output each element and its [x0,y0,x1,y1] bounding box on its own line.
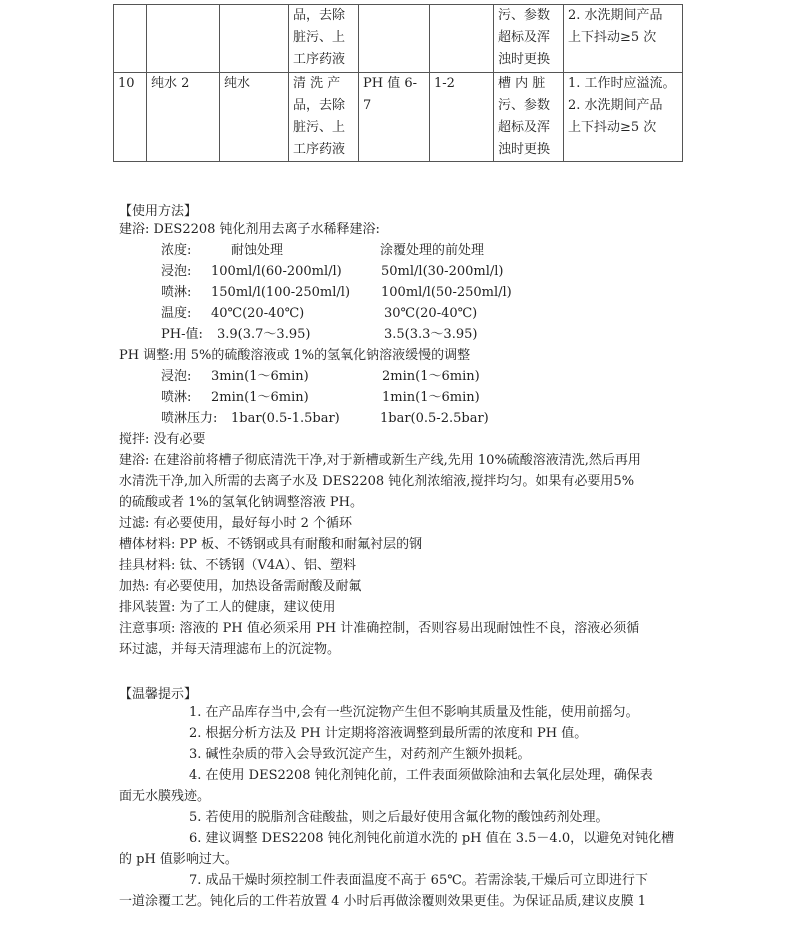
tip-2: 2. 根据分析方法及 PH 计定期将溶液调整到最所需的浓度和 PH 值。 [189,726,588,741]
process-notes: 1. 工作时应溢流。 2. 水洗期间产品 上下抖动≥5 次 [564,73,683,162]
heating-line: 加热: 有必要使用，加热设备需耐酸及耐氟 [119,579,362,594]
replace-criteria: 槽 内 脏 污、参数 超标及浑 浊时更换 [494,73,564,162]
temp-value-a: 40℃(20-40℃) [211,306,305,321]
stir-line: 搅拌: 没有必要 [119,432,206,447]
tip-4-line-2: 面无水膜残迹。 [119,789,211,804]
spray-value-b: 100ml/l(50-250ml/l) [381,285,512,300]
tip-7-line-2: 一道涂覆工艺。钝化后的工件若放置 4 小时后再做涂覆则效果更佳。为保证品质,建议皮膜 1 [119,894,647,909]
tank-time: 1-2 [430,73,494,162]
pressure-value-b: 1bar(0.5-2.5bar) [380,411,489,426]
spray-value-a: 150ml/l(100-250ml/l) [211,285,351,300]
prep-line-1: 建浴: 在建浴前将槽子彻底清洗干净,对于新槽或新生产线,先用 10%硫酸溶液清洗,然后再用 [119,453,641,468]
conc-col-a: 耐蚀处理 [231,243,284,258]
tank-purpose: 清 洗 产 品，去除 脏污、上 工序药液 [289,73,359,162]
caution-line-2: 环过滤，并每天清理滤布上的沉淀物。 [119,642,341,657]
table-row [114,73,683,162]
ph-value-b: 3.5(3.3～3.95) [384,327,478,342]
tip-5: 5. 若使用的脱脂剂含硅酸盐，则之后最好使用含氟化物的酸蚀药剂处理。 [189,810,609,825]
tank-medium: 纯水 [220,73,289,162]
soak-label: 浸泡: [161,264,192,279]
replace-criteria: 污、参数 超标及浑 浊时更换 [494,5,564,73]
ph-adjust: PH 调整:用 5%的硫酸溶液或 1%的氢氧化钠溶液缓慢的调整 [119,348,471,363]
tank-time [430,5,494,73]
temp-value-b: 30℃(20-40℃) [384,306,478,321]
tip-6-line-2: 的 pH 值影响过大。 [119,852,238,867]
soak-time-a: 3min(1～6min) [211,369,309,384]
hanger-material-line: 挂具材料: 钛、不锈钢（V4A）、铝、塑料 [119,558,357,573]
conc-label: 浓度: [161,243,192,258]
tank-ph [359,5,430,73]
exhaust-line: 排风装置: 为了工人的健康，建议使用 [119,600,336,615]
spray-time-b: 1min(1～6min) [382,390,480,405]
table-row [114,5,683,73]
usage-section-title: 【使用方法】 [119,204,198,219]
conc-col-b: 涂覆处理的前处理 [380,243,485,258]
spray-time-label: 喷淋: [161,390,192,405]
ph-value-a: 3.9(3.7～3.95) [217,327,311,342]
spray-time-a: 2min(1～6min) [211,390,309,405]
soak-value-a: 100ml/l(60-200ml/l) [211,264,342,279]
filter-line: 过滤: 有必要使用，最好每小时 2 个循环 [119,516,353,531]
ph-label: PH-值: [161,327,203,342]
process-notes: 2. 水洗期间产品 上下抖动≥5 次 [564,5,683,73]
pressure-label: 喷淋压力: [161,411,218,426]
tip-3: 3. 碱性杂质的带入会导致沉淀产生，对药剂产生额外损耗。 [189,747,531,762]
tank-name: 纯水 2 [147,73,220,162]
tank-material-line: 槽体材料: PP 板、不锈钢或具有耐酸和耐氟衬层的钢 [119,537,423,552]
prep-line-3: 的硫酸或者 1%的氢氧化钠调整溶液 PH。 [119,495,363,510]
pressure-value-a: 1bar(0.5-1.5bar) [231,411,340,426]
tip-7-line-1: 7. 成品干燥时须控制工件表面温度不高于 65℃。若需涂装,干燥后可立即进行下 [189,873,648,888]
temp-label: 温度: [161,306,192,321]
process-table [113,4,683,162]
soak-value-b: 50ml/l(30-200ml/l) [381,264,504,279]
tip-1: 1. 在产品库存当中,会有一些沉淀物产生但不影响其质量及性能，使用前摇匀。 [189,705,639,720]
row-number: 10 [114,73,147,162]
soak-time-label: 浸泡: [161,369,192,384]
tank-name [147,5,220,73]
row-number [114,5,147,73]
bath-intro: 建浴: DES2208 钝化剂用去离子水稀释建浴: [119,222,380,237]
tips-section-title: 【温馨提示】 [119,687,198,702]
tank-ph: PH 值 6-7 [359,73,430,162]
tip-6-line-1: 6. 建议调整 DES2208 钝化剂钝化前道水洗的 pH 值在 3.5－4.0，以避免对钝化槽 [189,831,675,846]
caution-line-1: 注意事项: 溶液的 PH 值必须采用 PH 计准确控制，否则容易出现耐蚀性不良，溶液必须循 [119,621,640,636]
tank-medium [220,5,289,73]
prep-line-2: 水清洗干净,加入所需的去离子水及 DES2208 钝化剂浓缩液,搅拌均匀。如果有必要用5% [119,474,635,489]
spray-label: 喷淋: [161,285,192,300]
soak-time-b: 2min(1～6min) [382,369,480,384]
tank-purpose: 品，去除 脏污、上 工序药液 [289,5,359,73]
tip-4-line-1: 4. 在使用 DES2208 钝化剂钝化前，工件表面须做除油和去氧化层处理，确保表 [189,768,653,783]
